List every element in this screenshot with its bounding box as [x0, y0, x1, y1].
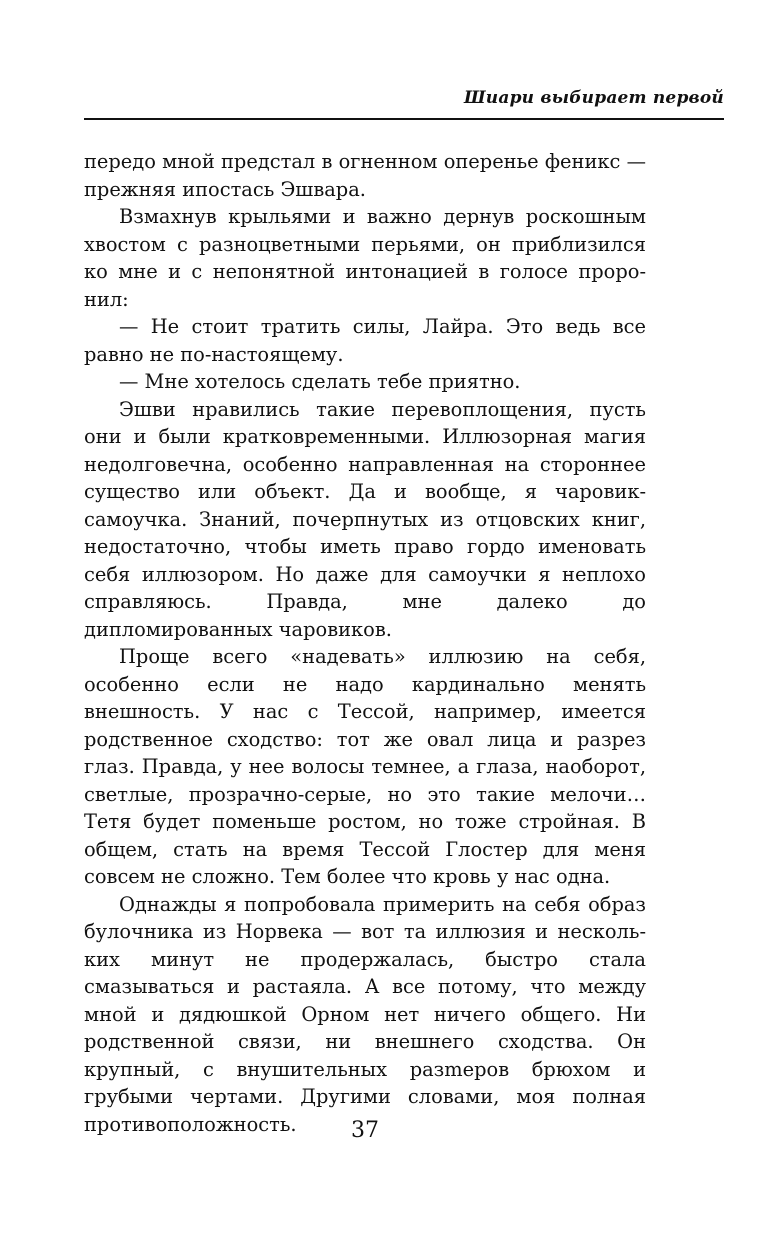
page-number: 37	[351, 1118, 379, 1143]
body-text	[84, 148, 646, 1138]
paragraph: Взмахнув крыльями и важно дернув роскошным хвостом с разноцветными перьями, он приблизился ко мне и с непонятной интонацией в голосе проронил:	[84, 205, 646, 311]
paragraph: передо мной предстал в огненном оперенье феникс — прежняя ипостась Эшвара.	[84, 150, 646, 201]
paragraph: Проще всего «надевать» иллюзию на себя, особенно если не надо кардинально менять внешность. У нас с Тессой, например, имеется родственное сходство: тот же овал лица и разрез глаз. Правда, у нее волосы темнее, а глаза, наоборот, светлые, прозрачно-серые, но это такие мелочи… Тетя будет поменьше ростом, но тоже стройная. В общем, стать на время Тессой Глостер для меня совсем не сложно. Тем более что кровь у нас одна.	[84, 645, 646, 888]
paragraph: Однажды я попробовала примерить на себя образ булочника из Норвека — вот та иллюзия и нескольких минут не продержалась, быстро стала смазываться и растаяла. А все потому, что между мной и дядюшкой Орном нет ничего общего. Ни родственной связи, ни внешнего сходства. Он крупный, с внушительных разmеров брюхом и грубыми чертами. Другими словами, моя полная противоположность.	[84, 892, 646, 1136]
paragraph: — Не стоит тратить силы, Лайра. Это ведь все равно не по-настоящему.	[84, 315, 646, 366]
paragraph: — Мне хотелось сделать тебе приятно.	[119, 370, 521, 393]
running-head: Шиари выбирает первой	[464, 88, 724, 108]
header-rule	[84, 118, 724, 120]
paragraph: Эшви нравились такие перевоплощения, пусть они и были кратковременными. Иллюзорная магия недолговечна, особенно направленная на стороннее существо или объект. Да и вообще, я чаровик-самоучка. Знаний, почерпнутых из отцовских книг, недостаточно, чтобы иметь право гордо именовать себя иллюзором. Но даже для самоучки я неплохо справляюсь. Правда, мне далеко до дипломированных чаровиков.	[84, 397, 646, 641]
